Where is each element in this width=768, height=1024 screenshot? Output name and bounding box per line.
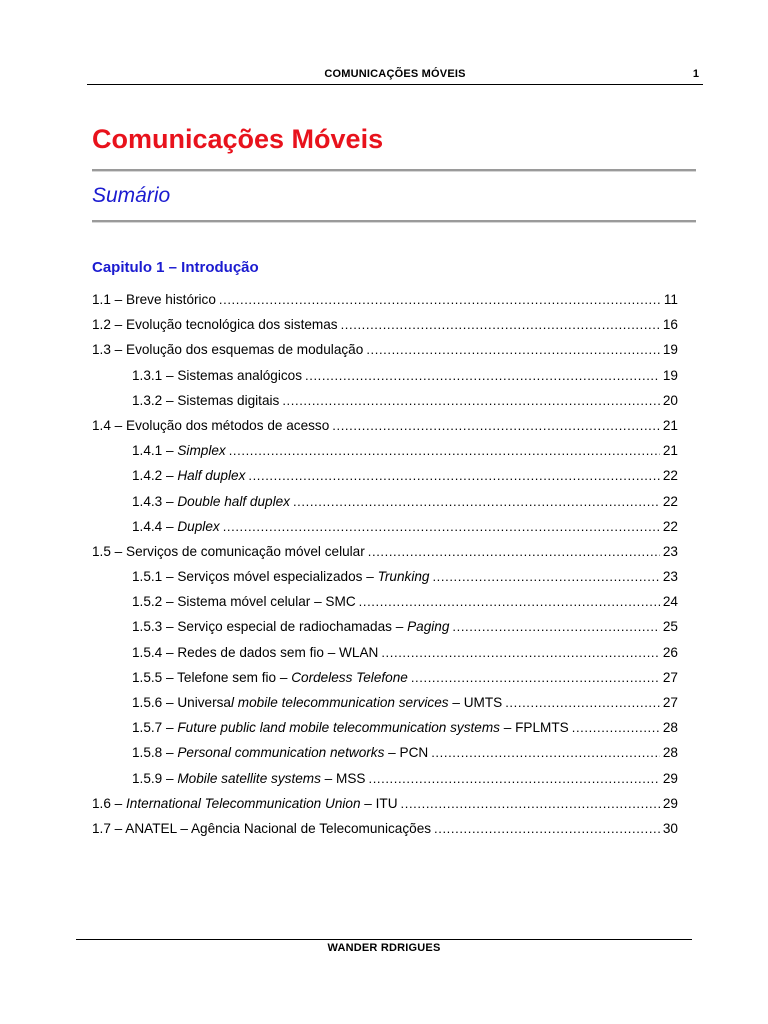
toc-page-number: 16 bbox=[662, 317, 678, 333]
toc-entry[interactable] bbox=[92, 821, 678, 846]
toc-page-number: 22 bbox=[662, 493, 678, 509]
dot-leader bbox=[282, 393, 660, 408]
toc-page-number: 27 bbox=[662, 695, 678, 710]
dot-leader bbox=[452, 619, 659, 634]
toc-entry-label-text: 1.4.1 – bbox=[132, 443, 178, 459]
toc-entry[interactable] bbox=[92, 368, 678, 393]
toc-entry-label-text: 1.5.5 – Telefone sem fio – bbox=[132, 669, 292, 685]
toc-entry[interactable] bbox=[92, 519, 678, 544]
dot-leader bbox=[223, 519, 660, 534]
toc-page-number: 11 bbox=[663, 292, 678, 307]
toc-entry-label-text: – FPLMTS bbox=[499, 720, 569, 736]
toc-entry-label-text: 1.3.1 – Sistemas analógicos bbox=[132, 367, 303, 383]
toc-entry[interactable] bbox=[92, 569, 678, 594]
toc-entry-label-text: 1.5.4 – Redes de dados sem fio – WLAN bbox=[132, 644, 379, 660]
toc-entry-label-text: 1.3.2 – Sistemas digitais bbox=[132, 392, 280, 408]
toc-entry-label bbox=[132, 745, 428, 760]
dot-leader bbox=[572, 720, 660, 735]
toc-entry-label-italic: Paging bbox=[407, 619, 450, 635]
toc-entry-label bbox=[92, 317, 338, 332]
toc-entry-label-italic: International Telecommunication Union bbox=[126, 795, 361, 811]
toc-entry-label-text: 1.5.6 – Universa bbox=[132, 695, 231, 710]
table-of-contents bbox=[92, 292, 678, 846]
toc-page-number: 19 bbox=[662, 367, 678, 383]
toc-entry-label-italic: Personal communication networks bbox=[177, 745, 385, 761]
toc-entry[interactable] bbox=[92, 292, 678, 317]
toc-entry-label-text: 1.5.9 – bbox=[132, 770, 178, 786]
dot-leader bbox=[368, 544, 660, 559]
toc-page-number: 25 bbox=[662, 619, 678, 635]
toc-entry-label bbox=[132, 393, 279, 408]
toc-entry-label-text: – ITU bbox=[360, 795, 398, 811]
toc-entry-label-text: 1.7 – ANATEL – Agência Nacional de Telecomunicações bbox=[92, 820, 432, 836]
toc-entry-label-text: – PCN bbox=[384, 745, 429, 761]
toc-entry-label-text: 1.2 – Evolução tecnológica dos sistemas bbox=[92, 317, 338, 333]
dot-leader bbox=[293, 494, 660, 509]
toc-entry-label-text: 1.5.3 – Serviço especial de radiochamadas – bbox=[132, 619, 408, 635]
toc-entry[interactable] bbox=[92, 695, 678, 720]
toc-entry-label-italic: Trunking bbox=[377, 569, 430, 585]
toc-entry-label bbox=[132, 494, 290, 509]
toc-entry-label bbox=[132, 569, 429, 584]
dot-leader bbox=[359, 594, 660, 609]
toc-entry-label bbox=[132, 368, 302, 383]
toc-entry[interactable] bbox=[92, 342, 678, 367]
toc-page-number: 29 bbox=[662, 795, 678, 811]
toc-entry-label-text: 1.3 – Evolução dos esquemas de modulação bbox=[92, 342, 364, 358]
toc-entry-label-italic: Double half duplex bbox=[177, 493, 290, 509]
toc-page-number: 28 bbox=[662, 720, 678, 736]
toc-entry-label-text: 1.5.7 – bbox=[132, 720, 178, 736]
toc-page-number: 23 bbox=[662, 543, 678, 559]
toc-entry-label bbox=[132, 720, 569, 735]
toc-entry-label-text: 1.6 – bbox=[92, 795, 127, 811]
toc-entry-label-text: 1.5 – Serviços de comunicação móvel celular bbox=[92, 543, 365, 559]
toc-entry-label-text: 1.5.1 – Serviços móvel especializados – bbox=[132, 569, 378, 585]
dot-leader bbox=[368, 771, 659, 786]
toc-entry[interactable] bbox=[92, 317, 678, 342]
toc-entry-label bbox=[132, 619, 449, 634]
toc-entry-label-italic: Half duplex bbox=[177, 468, 246, 484]
toc-entry-label bbox=[92, 292, 216, 307]
dot-leader bbox=[434, 821, 660, 836]
toc-entry-label-text: 1.4.3 – bbox=[132, 493, 178, 509]
header-title: COMUNICAÇÕES MÓVEIS bbox=[324, 68, 466, 80]
dot-leader bbox=[341, 317, 660, 332]
toc-entry-label-italic: Duplex bbox=[177, 518, 220, 534]
dot-leader bbox=[431, 745, 660, 760]
toc-entry[interactable] bbox=[92, 720, 678, 745]
toc-page-number: 20 bbox=[662, 392, 678, 408]
toc-entry-label-italic: Simplex bbox=[177, 443, 226, 459]
toc-entry-label-italic: Future public land mobile telecommunication systems bbox=[177, 720, 500, 736]
toc-entry[interactable] bbox=[92, 796, 678, 821]
page-header bbox=[87, 66, 703, 85]
toc-page-number: 22 bbox=[662, 468, 678, 484]
toc-entry[interactable] bbox=[92, 468, 678, 493]
chapter-heading: Capitulo 1 – Introdução bbox=[92, 259, 259, 276]
summary-title: Sumário bbox=[92, 184, 171, 207]
document-title: Comunicações Móveis bbox=[92, 124, 384, 154]
toc-entry-label bbox=[92, 544, 365, 559]
dot-leader bbox=[248, 468, 660, 483]
toc-entry-label-text: – UMTS bbox=[448, 695, 503, 710]
toc-entry[interactable] bbox=[92, 645, 678, 670]
dot-leader bbox=[332, 418, 660, 433]
page-number: 1 bbox=[692, 68, 699, 80]
toc-entry-label bbox=[92, 796, 398, 811]
dot-leader bbox=[219, 292, 661, 307]
toc-entry-label bbox=[132, 468, 245, 483]
toc-page-number: 23 bbox=[662, 569, 678, 585]
dot-leader bbox=[305, 368, 660, 383]
toc-page-number: 30 bbox=[662, 820, 678, 836]
toc-entry-label-italic: Mobile satellite systems bbox=[177, 770, 321, 786]
toc-entry[interactable] bbox=[92, 494, 678, 519]
toc-entry[interactable] bbox=[92, 619, 678, 644]
toc-entry[interactable] bbox=[92, 771, 678, 796]
toc-entry-label bbox=[132, 443, 226, 458]
toc-entry-label-text: 1.4.4 – bbox=[132, 518, 178, 534]
toc-entry-label-italic: Cordeless Telefone bbox=[291, 669, 408, 685]
toc-entry-label bbox=[92, 821, 431, 836]
toc-page-number: 29 bbox=[662, 770, 678, 786]
summary-divider bbox=[92, 220, 696, 223]
toc-entry[interactable] bbox=[92, 544, 678, 569]
toc-entry-label bbox=[132, 771, 365, 786]
toc-page-number: 21 bbox=[662, 443, 678, 459]
toc-entry[interactable] bbox=[92, 745, 678, 770]
toc-page-number: 22 bbox=[662, 518, 678, 534]
toc-entry-label bbox=[92, 418, 329, 433]
dot-leader bbox=[401, 796, 660, 811]
dot-leader bbox=[381, 645, 660, 660]
toc-entry-label-text: 1.4 – Evolução dos métodos de acesso bbox=[92, 417, 330, 433]
toc-entry-label bbox=[92, 342, 363, 357]
toc-entry-label-text: 1.1 – Breve histórico bbox=[92, 292, 216, 307]
toc-entry[interactable] bbox=[92, 594, 678, 619]
dot-leader bbox=[505, 695, 660, 710]
toc-entry-label-text: 1.5.8 – bbox=[132, 745, 178, 761]
toc-entry[interactable] bbox=[92, 393, 678, 418]
toc-page-number: 28 bbox=[662, 745, 678, 761]
toc-page-number: 27 bbox=[662, 669, 678, 685]
footer-divider bbox=[76, 939, 692, 940]
toc-entry-label bbox=[132, 695, 502, 710]
footer-author: WANDER RDRIGUES bbox=[327, 942, 441, 954]
toc-entry-label-text: 1.4.2 – bbox=[132, 468, 178, 484]
toc-page-number: 26 bbox=[662, 644, 678, 660]
toc-entry[interactable] bbox=[92, 443, 678, 468]
toc-entry-label-text: – MSS bbox=[320, 770, 366, 786]
toc-entry-label-text: 1.5.2 – Sistema móvel celular – SMC bbox=[132, 594, 356, 610]
dot-leader bbox=[432, 569, 659, 584]
toc-entry[interactable] bbox=[92, 418, 678, 443]
toc-entry-label bbox=[132, 645, 378, 660]
toc-entry-label bbox=[132, 670, 408, 685]
dot-leader bbox=[366, 342, 660, 357]
toc-entry[interactable] bbox=[92, 670, 678, 695]
dot-leader bbox=[411, 670, 660, 685]
toc-entry-label bbox=[132, 594, 356, 609]
toc-page-number: 24 bbox=[662, 594, 678, 610]
toc-page-number: 19 bbox=[662, 342, 678, 358]
toc-page-number: 21 bbox=[662, 417, 678, 433]
toc-entry-label-italic: l mobile telecommunication services bbox=[231, 695, 449, 710]
dot-leader bbox=[229, 443, 660, 458]
title-divider bbox=[92, 169, 696, 172]
toc-entry-label bbox=[132, 519, 220, 534]
